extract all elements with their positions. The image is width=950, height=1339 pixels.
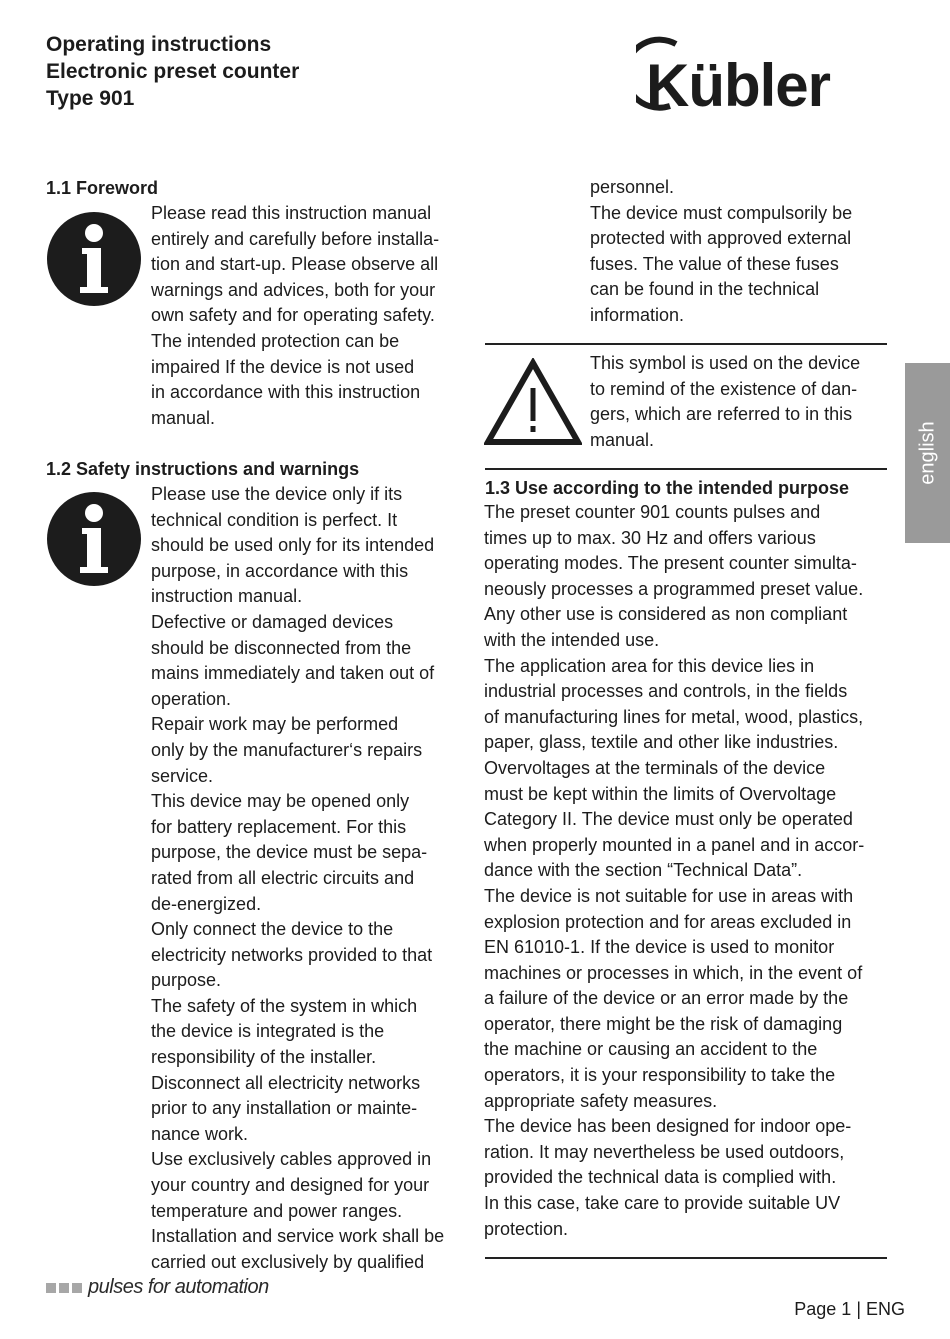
- divider: [485, 1257, 887, 1259]
- text-line: rated from all electric circuits and: [151, 867, 415, 888]
- text-line: temperature and power ranges.: [151, 1200, 403, 1221]
- text-line: can be found in the technical: [590, 279, 820, 300]
- text-line: Please use the device only if its: [151, 484, 403, 504]
- text-line: prior to any installation or mainte-: [151, 1098, 418, 1119]
- text-line: Please read this instruction manual: [151, 203, 432, 223]
- text-line: ration. It may nevertheless be used outdoors,: [484, 1141, 845, 1162]
- text-line: paper, glass, textile and other like industries.: [484, 732, 839, 753]
- title-line-3: Type 901: [46, 87, 135, 110]
- text-line: must be kept within the limits of Overvoltage: [484, 783, 837, 804]
- intended-use-text: [484, 500, 864, 1242]
- foreword-text: [151, 201, 439, 431]
- text-line: Installation and service work shall be: [151, 1226, 445, 1247]
- text-line: Use exclusively cables approved in: [151, 1149, 432, 1170]
- text-line: mains immediately and taken out of: [151, 663, 435, 684]
- text-line: The device is not suitable for use in areas with: [484, 885, 854, 906]
- text-line: the machine or causing an accident to the: [484, 1039, 818, 1060]
- text-line: neously processes a programmed preset value.: [484, 578, 864, 599]
- divider: [485, 343, 887, 345]
- language-tab: [905, 363, 950, 543]
- document-title: [46, 31, 299, 112]
- slogan-square-icon: [59, 1283, 69, 1293]
- text-line: This symbol is used on the device: [590, 353, 861, 373]
- text-line: Category II. The device must only be operated: [484, 809, 853, 830]
- text-line: Any other use is considered as non compliant: [484, 604, 848, 625]
- slogan-square-icon: [46, 1283, 56, 1293]
- text-line: EN 61010-1. If the device is used to monitor: [484, 937, 835, 958]
- warning-triangle-icon: [484, 358, 582, 446]
- text-line: with the intended use.: [484, 629, 660, 650]
- heading-foreword: 1.1 Foreword: [46, 178, 159, 198]
- text-line: gers, which are referred to in this: [590, 404, 853, 425]
- kubler-logo: [636, 36, 908, 114]
- text-line: purpose.: [151, 970, 222, 991]
- text-line: tion and start-up. Please observe all: [151, 254, 439, 275]
- text-line: carried out exclusively by qualified: [151, 1251, 425, 1272]
- text-line: the device is integrated is the: [151, 1021, 385, 1042]
- text-line: The application area for this device lies in: [484, 655, 815, 676]
- text-line: fuses. The value of these fuses: [590, 253, 839, 274]
- divider: [485, 468, 887, 470]
- text-line: de-energized.: [151, 893, 262, 914]
- text-line: warnings and advices, both for your: [151, 279, 436, 300]
- text-line: This device may be opened only: [151, 791, 410, 812]
- text-line: The safety of the system in which: [151, 995, 418, 1016]
- footer-slogan: [46, 1276, 269, 1299]
- text-line: of manufacturing lines for metal, wood, plastics,: [484, 706, 864, 727]
- text-line: responsibility of the installer.: [151, 1047, 377, 1068]
- text-line: personnel.: [590, 177, 675, 197]
- text-line: entirely and carefully before installa-: [151, 228, 440, 249]
- text-line: your country and designed for your: [151, 1175, 430, 1196]
- text-line: own safety and for operating safety.: [151, 305, 435, 326]
- text-line: times up to max. 30 Hz and offers various: [484, 527, 816, 548]
- slogan-square-icon: [72, 1283, 82, 1293]
- text-line: Overvoltages at the terminals of the device: [484, 757, 826, 778]
- text-line: manual.: [151, 407, 216, 428]
- text-line: In this case, take care to provide suitable UV: [484, 1193, 841, 1214]
- text-line: Repair work may be performed: [151, 714, 399, 735]
- text-line: should be used only for its intended: [151, 535, 435, 556]
- text-line: nance work.: [151, 1123, 249, 1144]
- text-line: purpose, in accordance with this: [151, 560, 409, 581]
- text-line: The intended protection can be: [151, 330, 400, 351]
- text-line: should be disconnected from the: [151, 637, 412, 658]
- text-line: for battery replacement. For this: [151, 816, 407, 837]
- text-line: when properly mounted in a panel and in accor-: [484, 834, 865, 855]
- text-line: operator, there might be the risk of damaging: [484, 1013, 843, 1034]
- text-line: provided the technical data is complied with.: [484, 1167, 837, 1188]
- text-line: purpose, the device must be sepa-: [151, 842, 428, 863]
- text-line: impaired If the device is not used: [151, 356, 415, 377]
- text-line: operating modes. The present counter simulta-: [484, 553, 857, 574]
- safety-continued-text: [590, 175, 852, 329]
- language-tab-label: english: [916, 421, 938, 485]
- text-line: to remind of the existence of dan-: [590, 378, 858, 399]
- text-line: industrial processes and controls, in the fields: [484, 681, 848, 702]
- warning-note-text: [590, 351, 860, 453]
- text-line: information.: [590, 304, 685, 325]
- text-line: Only connect the device to the: [151, 919, 394, 940]
- heading-intended-use: 1.3 Use according to the intended purpose: [485, 478, 850, 498]
- text-line: service.: [151, 765, 214, 786]
- text-line: instruction manual.: [151, 586, 303, 607]
- text-line: manual.: [590, 429, 655, 450]
- text-line: machines or processes in which, in the event of: [484, 962, 863, 983]
- text-line: appropriate safety measures.: [484, 1090, 718, 1111]
- text-line: The device has been designed for indoor ope-: [484, 1116, 852, 1137]
- text-line: technical condition is perfect. It: [151, 509, 398, 530]
- text-line: operators, it is your responsibility to take the: [484, 1065, 836, 1086]
- text-line: The device must compulsorily be: [590, 202, 853, 223]
- text-line: Defective or damaged devices: [151, 611, 394, 632]
- title-line-2: Electronic preset counter: [46, 60, 300, 83]
- text-line: dance with the section “Technical Data”.: [484, 860, 803, 881]
- text-line: Disconnect all electricity networks: [151, 1072, 421, 1093]
- text-line: electricity networks provided to that: [151, 944, 433, 965]
- text-line: protection.: [484, 1218, 569, 1239]
- title-line-1: Operating instructions: [46, 33, 272, 56]
- text-line: operation.: [151, 688, 232, 709]
- info-icon: [46, 491, 142, 587]
- text-line: explosion protection and for areas excluded in: [484, 911, 852, 932]
- svg-text:Kübler: Kübler: [646, 52, 831, 114]
- page-number: Page 1 | ENG: [794, 1299, 905, 1319]
- text-line: a failure of the device or an error made by the: [484, 988, 849, 1009]
- safety-text: [151, 482, 444, 1275]
- text-line: The preset counter 901 counts pulses and: [484, 502, 821, 522]
- heading-safety: 1.2 Safety instructions and warnings: [46, 459, 360, 479]
- text-line: in accordance with this instruction: [151, 382, 421, 403]
- text-line: only by the manufacturer‘s repairs: [151, 739, 423, 760]
- slogan-text: pulses for automation: [88, 1276, 269, 1298]
- text-line: protected with approved external: [590, 228, 852, 249]
- info-icon: [46, 211, 142, 307]
